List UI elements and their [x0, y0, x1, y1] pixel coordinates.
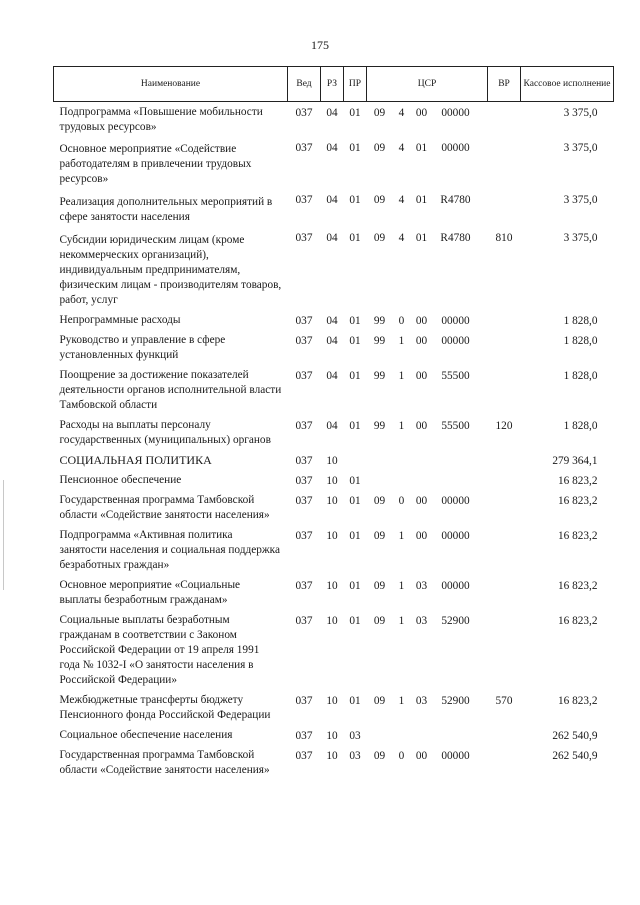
row-rz: 10 [326, 615, 338, 627]
row-vr [488, 470, 521, 490]
row-csr-part: 00000 [441, 530, 470, 542]
row-name: Руководство и управление в сфере установленных функций [59, 334, 226, 361]
row-name: Субсидии юридическим лицам (кроме некоммерческих организаций), индивидуальным предпринимателям, физическим лицам - производителям товаров, работ, услуг [59, 234, 282, 306]
row-pr: 01 [349, 420, 361, 432]
row-vr [488, 330, 521, 365]
row-name: Основное мероприятие «Содействие работодателям в привлечении трудовых ресурсов» [59, 143, 252, 185]
row-vr [488, 610, 521, 690]
page-number: 175 [311, 38, 329, 52]
row-csr-part: 1 [398, 420, 405, 432]
table-row [54, 365, 614, 415]
row-ved: 037 [295, 142, 313, 154]
row-name: Социальные выплаты безработным гражданам в соответствии с Законом Российской Федерации от 19 апреля 1991 года № 1032-I «О занятости населения в Российской Федерации» [59, 614, 260, 686]
row-vr [488, 525, 521, 575]
row-csr-part: 00000 [441, 335, 470, 347]
row-csr-part: 0 [398, 750, 405, 762]
row-ved: 037 [295, 530, 313, 542]
row-csr-part: 09 [373, 142, 386, 154]
row-rz: 10 [326, 580, 338, 592]
table-row [54, 189, 614, 227]
row-pr: 01 [349, 194, 361, 206]
row-csr-part: 00 [415, 530, 428, 542]
row-amount: 16 823,2 [557, 695, 598, 707]
row-pr: 01 [349, 335, 361, 347]
row-ved: 037 [295, 420, 313, 432]
row-csr-part: 4 [398, 194, 405, 206]
row-csr [367, 610, 488, 690]
row-ved: 037 [295, 495, 313, 507]
row-csr-part: 09 [373, 107, 386, 119]
row-csr-part: 00 [415, 315, 428, 327]
row-name: СОЦИАЛЬНАЯ ПОЛИТИКА [59, 453, 212, 467]
row-rz: 10 [326, 530, 338, 542]
table-row [54, 575, 614, 610]
row-rz: 10 [326, 495, 338, 507]
row-name: Пенсионное обеспечение [59, 474, 182, 486]
row-csr-part: 1 [398, 335, 405, 347]
row-csr [367, 470, 488, 490]
row-csr-part: 00000 [441, 495, 470, 507]
row-pr: 01 [349, 615, 361, 627]
row-pr: 01 [349, 232, 361, 244]
table-row [54, 490, 614, 525]
row-csr [367, 525, 488, 575]
budget-table [53, 66, 614, 780]
row-csr-part: 00 [415, 420, 428, 432]
row-csr-part: 4 [398, 142, 405, 154]
row-rz: 10 [326, 750, 338, 762]
row-csr-part: 00000 [441, 142, 470, 154]
row-pr: 01 [349, 107, 361, 119]
row-amount: 16 823,2 [557, 615, 598, 627]
row-ved: 037 [295, 750, 313, 762]
row-csr-part: 0 [398, 495, 405, 507]
table-row [54, 690, 614, 725]
row-csr-part: 09 [373, 530, 386, 542]
row-name: Реализация дополнительных мероприятий в сфере занятости населения [59, 196, 273, 223]
row-amount: 1 828,0 [563, 420, 598, 432]
row-name: Межбюджетные трансферты бюджету Пенсионного фонда Российской Федерации [59, 694, 271, 721]
table-row [54, 725, 614, 745]
row-pr: 01 [349, 695, 361, 707]
row-csr-part: 00 [415, 495, 428, 507]
row-name: Социальное обеспечение населения [59, 729, 233, 741]
row-csr-part: 0 [398, 315, 405, 327]
row-pr: 03 [349, 730, 361, 742]
row-csr-part: 01 [415, 232, 428, 244]
row-rz: 04 [326, 194, 338, 206]
row-pr: 01 [349, 530, 361, 542]
row-vr [488, 575, 521, 610]
row-ved: 037 [295, 194, 313, 206]
row-rz: 04 [326, 335, 338, 347]
row-csr-part: 01 [415, 142, 428, 154]
row-csr-part: 55500 [441, 370, 470, 382]
row-csr-part: 03 [415, 695, 428, 707]
row-ved: 037 [295, 730, 313, 742]
row-pr: 01 [349, 495, 361, 507]
row-ved: 037 [295, 232, 313, 244]
row-csr-part: 1 [398, 580, 405, 592]
row-csr-part: 00000 [441, 107, 470, 119]
row-rz: 04 [326, 232, 338, 244]
row-pr: 01 [349, 370, 361, 382]
row-amount: 16 823,2 [557, 475, 598, 487]
row-csr-part: 99 [373, 370, 386, 382]
row-rz: 10 [326, 695, 338, 707]
row-name: Непрограммные расходы [59, 314, 181, 326]
row-csr-part: 00 [415, 750, 428, 762]
row-vr [488, 137, 521, 189]
row-csr [367, 490, 488, 525]
row-ved: 037 [295, 315, 313, 327]
row-ved: 037 [295, 615, 313, 627]
row-csr-part: 1 [398, 370, 405, 382]
row-rz: 10 [326, 455, 338, 467]
row-csr-part: 09 [373, 232, 386, 244]
row-amount: 279 364,1 [552, 455, 598, 467]
row-csr-part: 09 [373, 495, 386, 507]
row-csr [367, 310, 488, 330]
row-vr [488, 725, 521, 745]
row-vr [488, 102, 521, 138]
row-csr-part: 52900 [441, 695, 470, 707]
row-csr-part: 1 [398, 615, 405, 627]
row-vr: 120 [495, 420, 513, 432]
row-csr [367, 745, 488, 780]
header-csr: ЦСР [367, 67, 488, 102]
row-name: Поощрение за достижение показателей деятельности органов исполнительной власти Тамбовской области [59, 369, 282, 411]
row-amount: 1 828,0 [563, 370, 598, 382]
row-amount: 1 828,0 [563, 335, 598, 347]
row-ved: 037 [295, 370, 313, 382]
row-vr [488, 310, 521, 330]
row-csr-part: 55500 [441, 420, 470, 432]
row-amount: 16 823,2 [557, 530, 598, 542]
row-csr-part: 99 [373, 420, 386, 432]
row-pr: 01 [349, 580, 361, 592]
row-name: Государственная программа Тамбовской области «Содействие занятости населения» [59, 494, 270, 521]
row-csr-part: 09 [373, 695, 386, 707]
row-amount: 262 540,9 [552, 750, 598, 762]
row-csr-part: 1 [398, 695, 405, 707]
row-csr-part: 03 [415, 580, 428, 592]
row-rz: 10 [326, 475, 338, 487]
row-csr-part: 52900 [441, 615, 470, 627]
row-csr-part: 09 [373, 580, 386, 592]
row-csr-part: 09 [373, 194, 386, 206]
row-vr [488, 189, 521, 227]
row-csr [367, 189, 488, 227]
row-ved: 037 [295, 107, 313, 119]
row-csr-part: 4 [398, 107, 405, 119]
row-name: Основное мероприятие «Социальные выплаты безработным гражданам» [59, 579, 241, 606]
table-row [54, 745, 614, 780]
row-csr-part: 4 [398, 232, 405, 244]
row-csr-part: 00 [415, 370, 428, 382]
row-vr [488, 490, 521, 525]
row-amount: 16 823,2 [557, 495, 598, 507]
row-csr-part: 01 [415, 194, 428, 206]
row-rz: 10 [326, 730, 338, 742]
table-body [54, 102, 614, 781]
table-row [54, 227, 614, 310]
scan-edge-mark [3, 480, 4, 590]
row-csr-part: 00 [415, 335, 428, 347]
row-csr [367, 690, 488, 725]
row-ved: 037 [295, 695, 313, 707]
row-name: Расходы на выплаты персоналу государственных (муниципальных) органов [59, 419, 271, 446]
header-vr: ВР [488, 67, 521, 102]
row-csr-part: 99 [373, 315, 386, 327]
row-ved: 037 [295, 475, 313, 487]
row-amount: 1 828,0 [563, 315, 598, 327]
row-csr-part: 09 [373, 615, 386, 627]
row-csr-part: 00000 [441, 750, 470, 762]
row-csr [367, 102, 488, 138]
row-csr-part: 99 [373, 335, 386, 347]
row-amount: 3 375,0 [563, 142, 598, 154]
row-name: Подпрограмма «Активная политика занятости населения и социальная поддержка безработных граждан» [59, 529, 281, 571]
header-name: Наименование [54, 67, 288, 102]
row-amount: 3 375,0 [563, 194, 598, 206]
row-amount: 16 823,2 [557, 580, 598, 592]
row-name: Государственная программа Тамбовской области «Содействие занятости населения» [59, 749, 270, 776]
row-pr: 01 [349, 315, 361, 327]
header-rz: РЗ [321, 67, 344, 102]
row-csr-part: R4780 [440, 232, 471, 244]
table-row [54, 450, 614, 470]
row-csr [367, 227, 488, 310]
row-csr-part: 00000 [441, 580, 470, 592]
table-row [54, 137, 614, 189]
table-header [54, 67, 614, 102]
row-csr-part: 00 [415, 107, 428, 119]
table-row [54, 330, 614, 365]
row-csr-part: 03 [415, 615, 428, 627]
row-rz: 04 [326, 107, 338, 119]
row-ved: 037 [295, 580, 313, 592]
row-pr: 03 [349, 750, 361, 762]
row-ved: 037 [295, 455, 313, 467]
row-csr [367, 365, 488, 415]
row-vr: 570 [495, 695, 513, 707]
header-amount: Кассовое исполнение [521, 67, 614, 102]
row-pr: 01 [349, 142, 361, 154]
row-csr [367, 137, 488, 189]
row-csr-part: R4780 [440, 194, 471, 206]
row-ved: 037 [295, 335, 313, 347]
row-csr [367, 725, 488, 745]
row-pr [344, 450, 367, 470]
row-csr [367, 575, 488, 610]
row-csr [367, 450, 488, 470]
row-csr [367, 330, 488, 365]
table-row [54, 610, 614, 690]
table-row [54, 102, 614, 138]
table-row [54, 470, 614, 490]
row-amount: 262 540,9 [552, 730, 598, 742]
header-ved: Вед [288, 67, 321, 102]
row-pr: 01 [349, 475, 361, 487]
row-rz: 04 [326, 315, 338, 327]
row-vr [488, 450, 521, 470]
row-csr [367, 415, 488, 450]
row-rz: 04 [326, 370, 338, 382]
row-amount: 3 375,0 [563, 107, 598, 119]
row-rz: 04 [326, 420, 338, 432]
header-pr: ПР [344, 67, 367, 102]
row-csr-part: 1 [398, 530, 405, 542]
row-name: Подпрограмма «Повышение мобильности трудовых ресурсов» [59, 106, 263, 133]
table-row [54, 310, 614, 330]
row-amount: 3 375,0 [563, 232, 598, 244]
row-vr: 810 [495, 232, 513, 244]
table-row [54, 415, 614, 450]
row-vr [488, 745, 521, 780]
row-csr-part: 09 [373, 750, 386, 762]
table-row [54, 525, 614, 575]
row-rz: 04 [326, 142, 338, 154]
row-vr [488, 365, 521, 415]
row-csr-part: 00000 [441, 315, 470, 327]
